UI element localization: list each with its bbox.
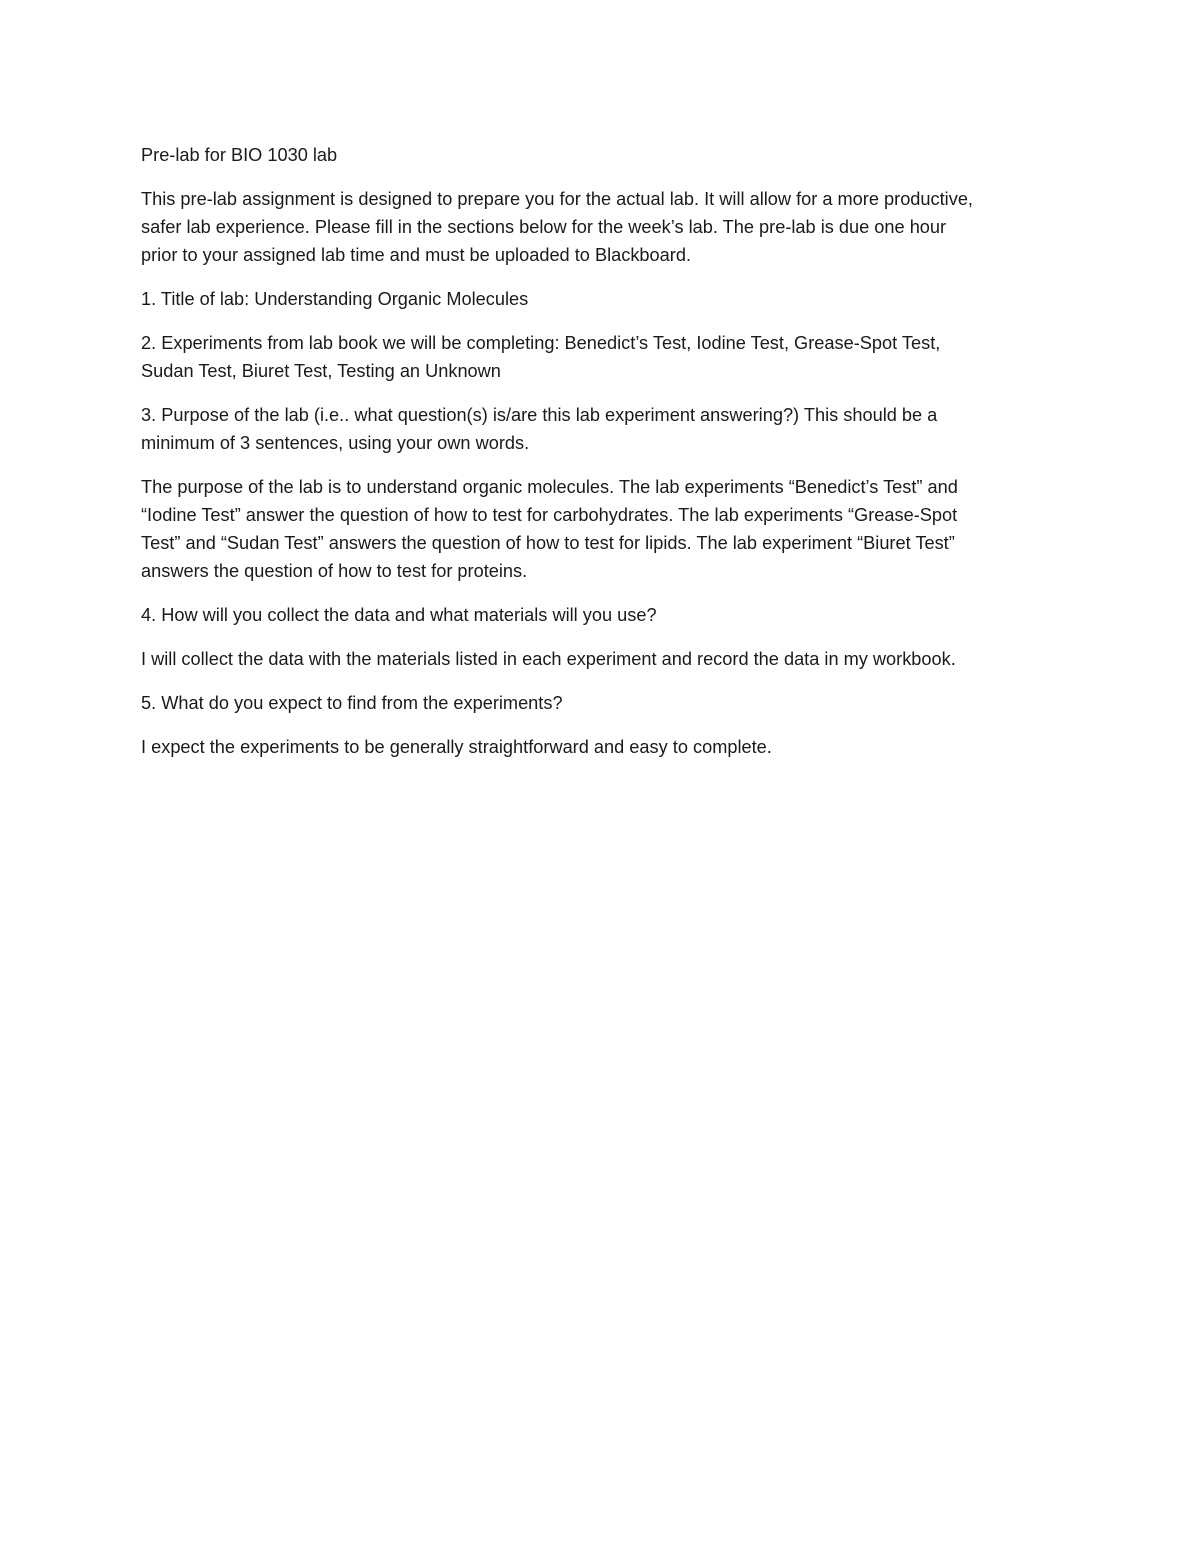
answer-3: The purpose of the lab is to understand organic molecules. The lab experiments “Benedict’s Test” and “Iodine Test” answer the question of how to test for carbohydrates. The lab experiments “Grease-Spot Test” and “Sudan Test” answers the question of how to test for lipids. The lab experiment “Biuret Test” answers the question of how to test for proteins. (141, 477, 958, 581)
question-5: 5. What do you expect to find from the experiments? (141, 693, 563, 713)
answer-5: I expect the experiments to be generally straightforward and easy to complete. (141, 737, 772, 757)
answer-4: I will collect the data with the materials listed in each experiment and record the data in my workbook. (141, 649, 956, 669)
document-title: Pre-lab for BIO 1030 lab (141, 145, 338, 165)
intro-paragraph: This pre-lab assignment is designed to prepare you for the actual lab. It will allow for a more productive, safer lab experience. Please fill in the sections below for the week’s lab. The pre-lab is due one hour prior to your assigned lab time and must be uploaded to Blackboard. (141, 189, 973, 265)
question-1: 1. Title of lab: Understanding Organic Molecules (141, 289, 529, 309)
question-3: 3. Purpose of the lab (i.e.. what question(s) is/are this lab experiment answering?) This should be a minimum of 3 sentences, using your own words. (141, 405, 938, 453)
document-body (141, 141, 1061, 777)
question-4: 4. How will you collect the data and what materials will you use? (141, 605, 657, 625)
question-2: 2. Experiments from lab book we will be completing: Benedict’s Test, Iodine Test, Grease-Spot Test, Sudan Test, Biuret Test, Testing an Unknown (141, 333, 941, 381)
